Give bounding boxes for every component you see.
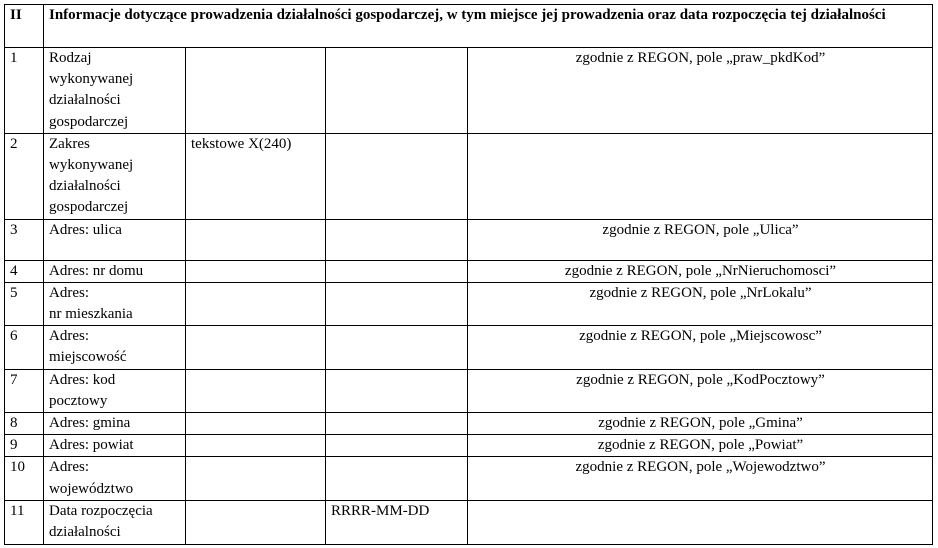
table-row bbox=[5, 457, 933, 500]
field-format bbox=[326, 326, 468, 369]
field-type bbox=[186, 457, 326, 500]
field-source bbox=[468, 500, 933, 544]
section-header-row bbox=[5, 5, 933, 48]
field-source: zgodnie z REGON, pole „praw_pkdKod” bbox=[468, 48, 933, 134]
table-row bbox=[5, 413, 933, 435]
field-type bbox=[186, 413, 326, 435]
row-number: 1 bbox=[5, 48, 44, 134]
field-format bbox=[326, 457, 468, 500]
field-source: zgodnie z REGON, pole „Wojewodztwo” bbox=[468, 457, 933, 500]
table-row bbox=[5, 282, 933, 325]
field-name: Adres: kod pocztowy bbox=[44, 369, 186, 412]
field-source: zgodnie z REGON, pole „NrNieruchomosci” bbox=[468, 260, 933, 282]
row-number: 10 bbox=[5, 457, 44, 500]
field-source: zgodnie z REGON, pole „KodPocztowy” bbox=[468, 369, 933, 412]
field-format bbox=[326, 282, 468, 325]
field-source: zgodnie z REGON, pole „Gmina” bbox=[468, 413, 933, 435]
field-type bbox=[186, 326, 326, 369]
table-row bbox=[5, 326, 933, 369]
field-format bbox=[326, 369, 468, 412]
field-format bbox=[326, 48, 468, 134]
field-name: Adres: gmina bbox=[44, 413, 186, 435]
row-number: 8 bbox=[5, 413, 44, 435]
row-number: 5 bbox=[5, 282, 44, 325]
specification-table bbox=[4, 4, 933, 545]
row-number: 3 bbox=[5, 219, 44, 260]
field-type bbox=[186, 435, 326, 457]
field-format bbox=[326, 413, 468, 435]
table-row bbox=[5, 133, 933, 219]
table-row bbox=[5, 435, 933, 457]
field-type bbox=[186, 369, 326, 412]
field-name: Adres: powiat bbox=[44, 435, 186, 457]
table-row bbox=[5, 48, 933, 134]
field-format bbox=[326, 260, 468, 282]
field-name: Data rozpoczęcia działalności bbox=[44, 500, 186, 544]
field-format bbox=[326, 133, 468, 219]
section-title: Informacje dotyczące prowadzenia działalności gospodarczej, w tym miejsce jej prowadzenia oraz data rozpoczęcia tej działalności bbox=[44, 5, 933, 48]
table-row bbox=[5, 260, 933, 282]
field-name: Adres: nr mieszkania bbox=[44, 282, 186, 325]
field-source bbox=[468, 133, 933, 219]
field-type bbox=[186, 260, 326, 282]
field-type bbox=[186, 500, 326, 544]
row-number: 7 bbox=[5, 369, 44, 412]
field-name: Adres: województwo bbox=[44, 457, 186, 500]
section-number: II bbox=[5, 5, 44, 48]
row-number: 2 bbox=[5, 133, 44, 219]
row-number: 6 bbox=[5, 326, 44, 369]
field-type bbox=[186, 282, 326, 325]
field-type bbox=[186, 219, 326, 260]
field-name: Adres: nr domu bbox=[44, 260, 186, 282]
field-name: Adres: miejscowość bbox=[44, 326, 186, 369]
field-source: zgodnie z REGON, pole „Miejscowosc” bbox=[468, 326, 933, 369]
field-type: tekstowe X(240) bbox=[186, 133, 326, 219]
table-row bbox=[5, 219, 933, 260]
table-row bbox=[5, 369, 933, 412]
field-name: Rodzaj wykonywanej działalności gospodarczej bbox=[44, 48, 186, 134]
field-type bbox=[186, 48, 326, 134]
field-name: Adres: ulica bbox=[44, 219, 186, 260]
row-number: 4 bbox=[5, 260, 44, 282]
row-number: 11 bbox=[5, 500, 44, 544]
field-name: Zakres wykonywanej działalności gospodarczej bbox=[44, 133, 186, 219]
table-row bbox=[5, 500, 933, 544]
field-format bbox=[326, 219, 468, 260]
field-source: zgodnie z REGON, pole „NrLokalu” bbox=[468, 282, 933, 325]
row-number: 9 bbox=[5, 435, 44, 457]
field-format: RRRR-MM-DD bbox=[326, 500, 468, 544]
field-source: zgodnie z REGON, pole „Ulica” bbox=[468, 219, 933, 260]
field-source: zgodnie z REGON, pole „Powiat” bbox=[468, 435, 933, 457]
field-format bbox=[326, 435, 468, 457]
